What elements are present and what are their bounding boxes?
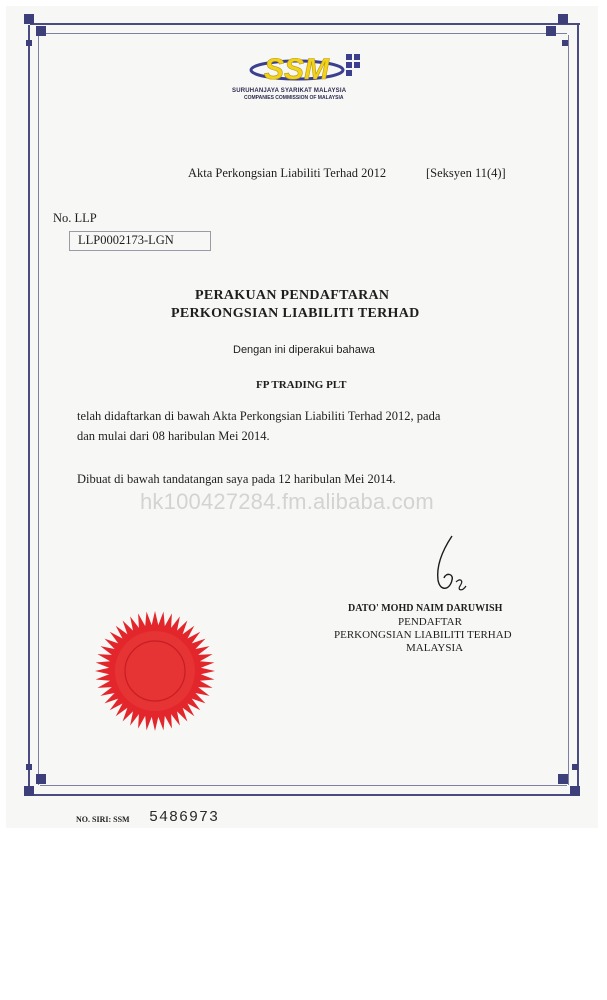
border-left [28, 25, 30, 795]
corner-ornament-top-right [542, 14, 568, 40]
company-name: FP TRADING PLT [256, 379, 347, 391]
signature [422, 534, 482, 604]
logo-text-english: COMPANIES COMMISSION OF MALAYSIA [244, 95, 344, 101]
certify-text: Dengan ini diperakui bahawa [233, 344, 375, 356]
certificate-title-line2: PERKONGSIAN LIABILITI TERHAD [171, 306, 420, 321]
corner-ornament-bottom-left [24, 770, 50, 796]
serial-label: NO. SIRI: SSM [76, 815, 130, 824]
svg-text:SSM: SSM [264, 53, 330, 86]
border-inner-left [38, 35, 39, 785]
border-top [30, 23, 580, 25]
signatory-title-2: PERKONGSIAN LIABILITI TERHAD [334, 629, 512, 641]
border-inner-top [40, 33, 567, 34]
signatory-name: DATO' MOHD NAIM DARUWISH [348, 603, 503, 614]
signatory-title-3: MALAYSIA [406, 642, 464, 654]
border-right [577, 25, 579, 795]
corner-ornament-top-left [24, 14, 50, 40]
body-paragraph-1-line-1: telah didaftarkan di bawah Akta Perkongsian Liabiliti Terhad 2012, pada [77, 409, 441, 423]
body-paragraph-1-line-2: dan mulai dari 08 haribulan Mei 2014. [77, 429, 270, 443]
red-seal [90, 606, 220, 736]
certificate-sheet [6, 6, 598, 828]
border-bottom [30, 794, 580, 796]
logo-text-malay: SURUHANJAYA SYARIKAT MALAYSIA [232, 88, 347, 94]
serial-number: 5486973 [149, 809, 220, 826]
act-section: [Seksyen 11(4)] [426, 166, 506, 180]
border-inner-right [568, 35, 569, 785]
watermark-text: hk100427284.fm.alibaba.com [140, 489, 434, 514]
body-paragraph-2: Dibuat di bawah tandatangan saya pada 12 haribulan Mei 2014. [77, 472, 396, 486]
certificate-title-line1: PERAKUAN PENDAFTARAN [195, 288, 390, 303]
llp-number: LLP0002173-LGN [78, 233, 174, 247]
signatory-title-1: PENDAFTAR [398, 616, 462, 628]
corner-ornament-bottom-right [554, 770, 580, 796]
llp-label: No. LLP [53, 211, 97, 225]
act-title: Akta Perkongsian Liabiliti Terhad 2012 [188, 166, 387, 180]
border-inner-bottom [40, 785, 567, 786]
